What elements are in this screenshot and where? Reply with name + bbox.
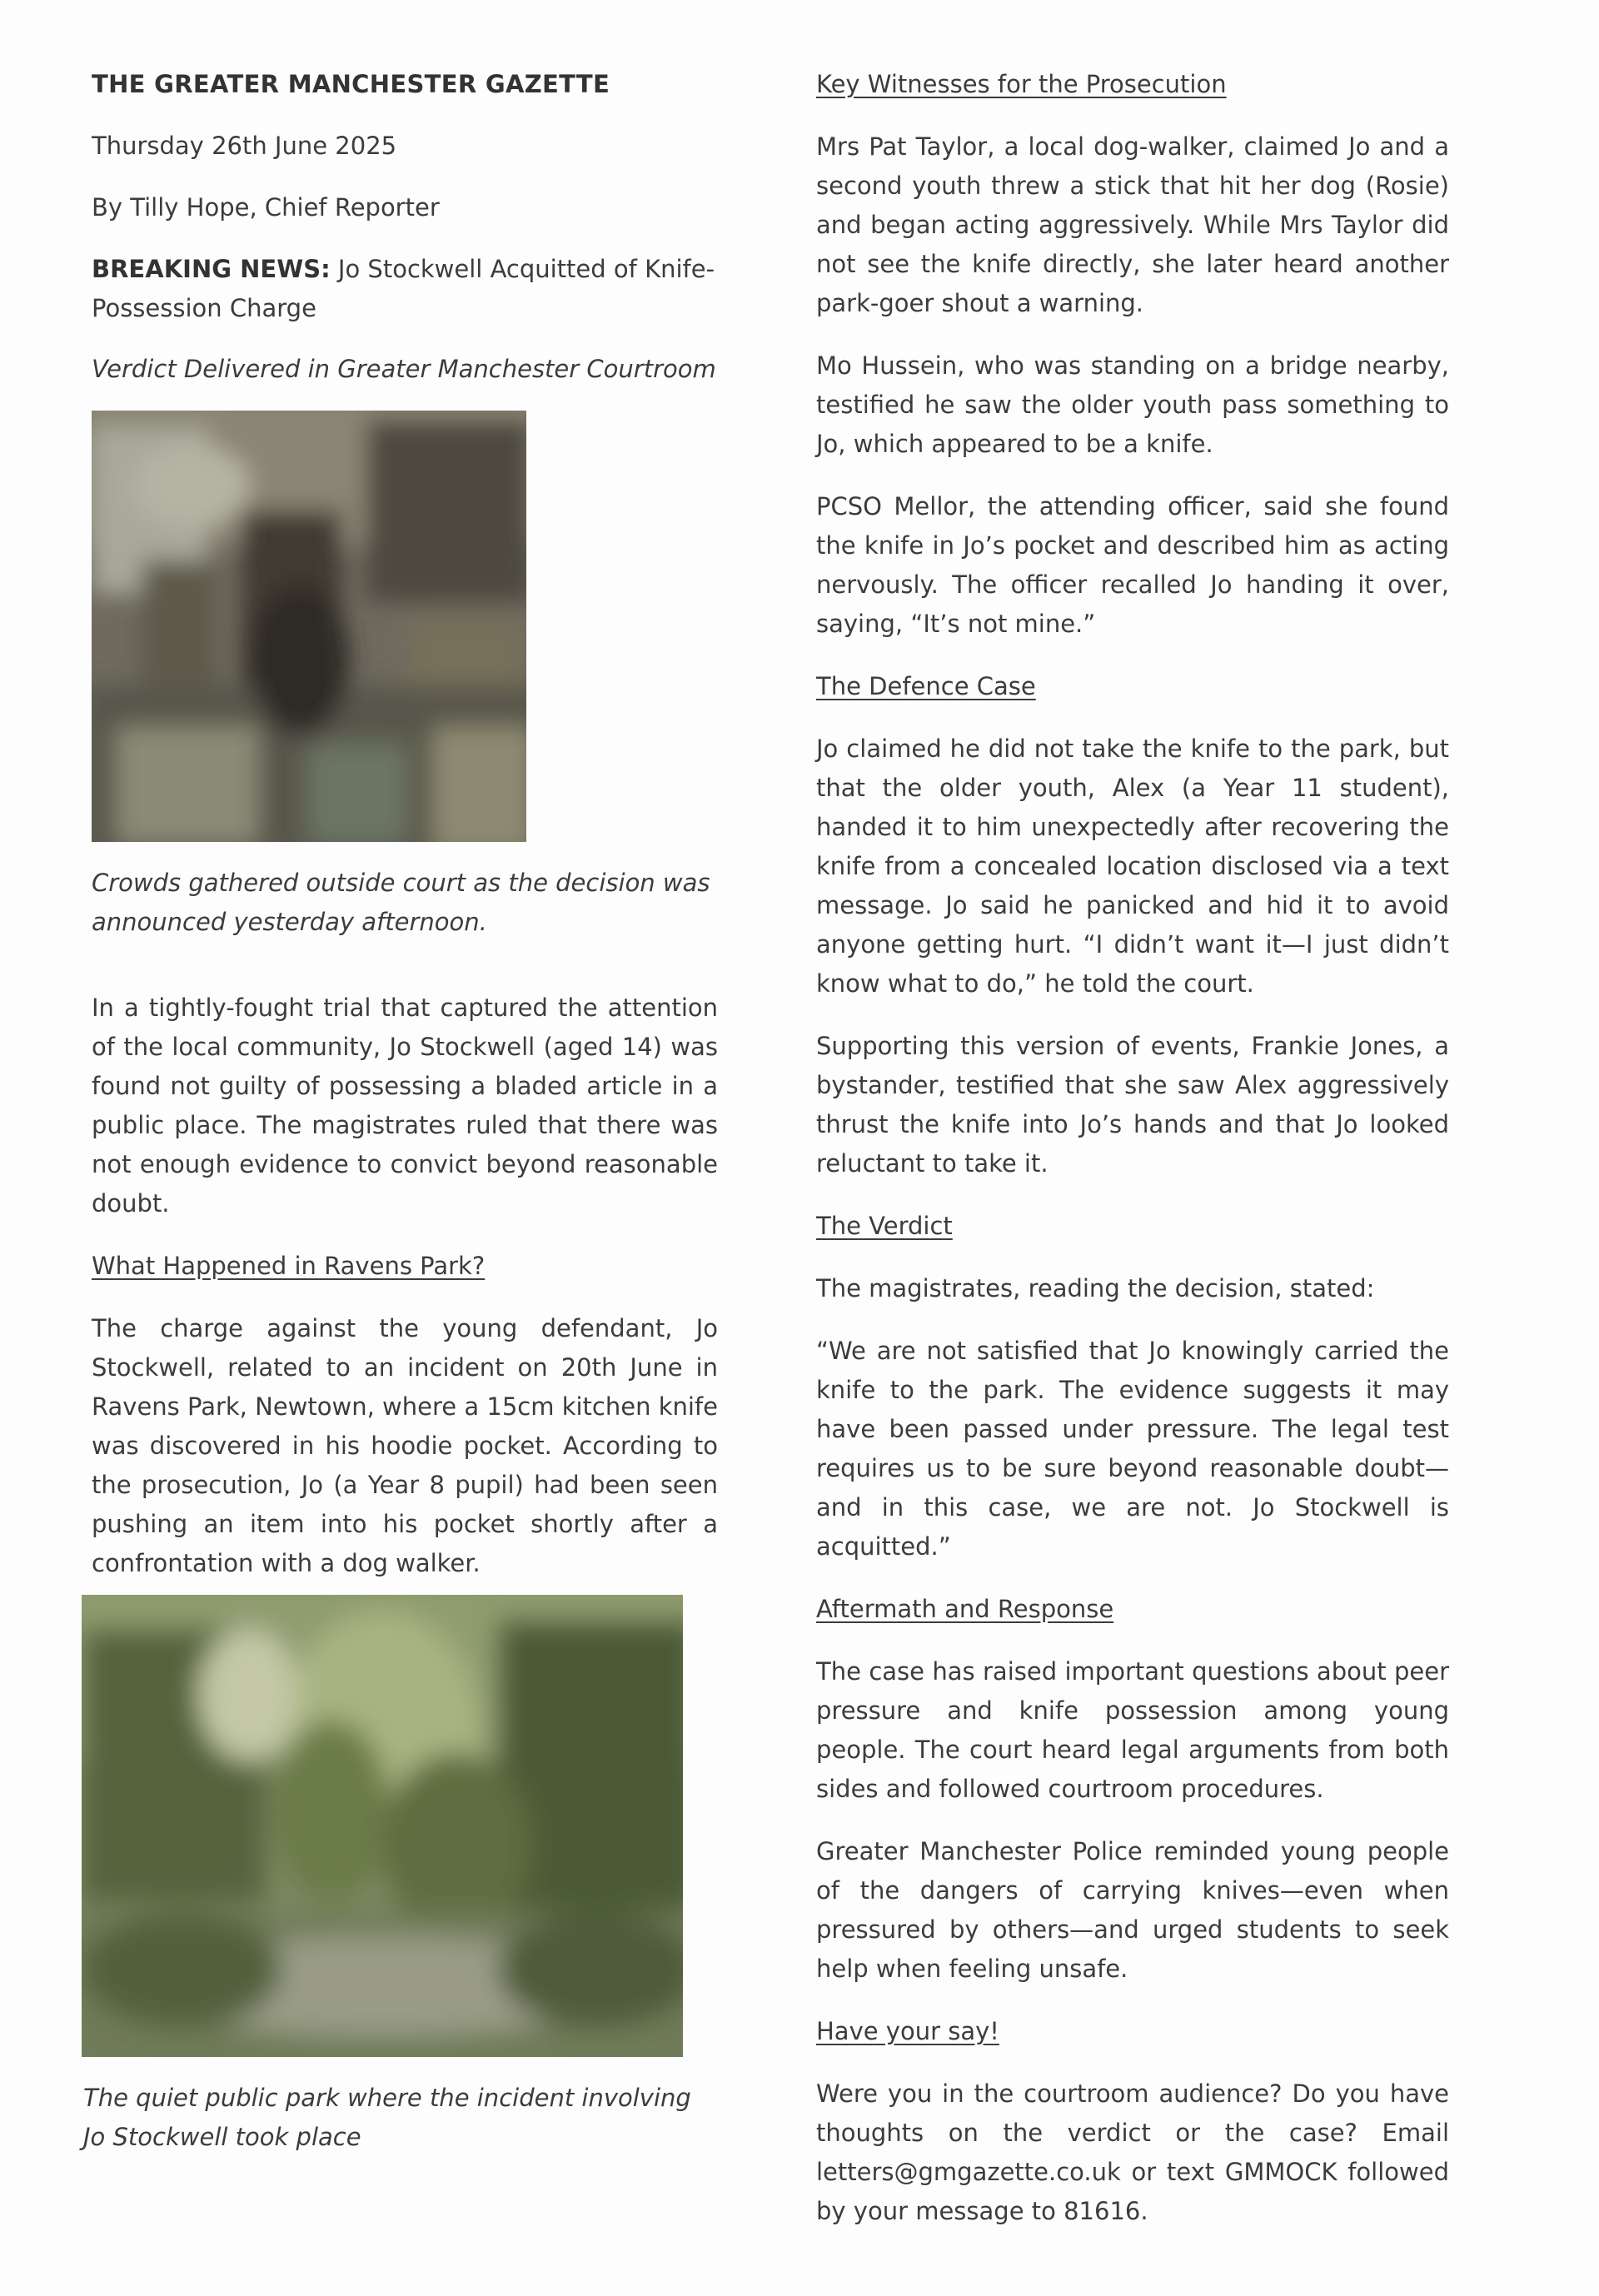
aftermath-paragraph-1: The case has raised important questions about peer pressure and knife possession among young people. The court heard legal arguments from both sides and followed courtroom procedures. bbox=[816, 1657, 1449, 1803]
courthouse-photo bbox=[92, 411, 526, 842]
defence-paragraph-frankie: Supporting this version of events, Frankie Jones, a bystander, testified that she saw Alex aggressively thrust the knife into Jo’s hands and that Jo looked reluctant to take it. bbox=[816, 1032, 1449, 1178]
section-title-defence: The Defence Case bbox=[816, 672, 1036, 700]
image-caption-1: Crowds gathered outside court as the decision was announced yesterday afternoon. bbox=[92, 869, 710, 936]
aftermath-paragraph-2: Greater Manchester Police reminded young people of the dangers of carrying knives—even when pressured by others—and urged students to seek help when feeling unsafe. bbox=[816, 1837, 1449, 1983]
section-title-verdict: The Verdict bbox=[816, 1212, 953, 1240]
courthouse-photo-blurred-icon bbox=[92, 411, 526, 842]
section-title-what-happened: What Happened in Ravens Park? bbox=[92, 1252, 486, 1280]
what-happened-paragraph: The charge against the young defendant, Jo Stockwell, related to an incident on 20th June in Ravens Park, Newtown, where a 15cm kitchen knife was discovered in his hoodie pocket. According to the prosecution, Jo (a Year 8 pupil) had been seen pushing an item into his pocket shortly after a confrontation with a dog walker. bbox=[92, 1314, 718, 1577]
byline: By Tilly Hope, Chief Reporter bbox=[92, 193, 440, 222]
verdict-quote: “We are not satisfied that Jo knowingly carried the knife to the park. The evidence suggests it may have been passed under pressure. The legal test requires us to be sure beyond reasonable doubt—and in this case, we are not. Jo Stockwell is acquitted.” bbox=[816, 1337, 1449, 1561]
have-your-say-paragraph: Were you in the courtroom audience? Do you have thoughts on the verdict or the case? Email letters@gmgazette.co.uk or text GMMOCK followed by your message to 81616. bbox=[816, 2079, 1449, 2225]
masthead: THE GREATER MANCHESTER GAZETTE bbox=[92, 70, 610, 98]
section-title-aftermath: Aftermath and Response bbox=[816, 1595, 1114, 1623]
headline-text: Jo Stockwell Acquitted of Knife-Possession Charge bbox=[92, 255, 715, 322]
witness-paragraph-taylor: Mrs Pat Taylor, a local dog-walker, claimed Jo and a second youth threw a stick that hit her dog (Rosie) and began acting aggressively. While Mrs Taylor did not see the knife directly, she later heard another park-goer shout a warning. bbox=[816, 132, 1449, 317]
verdict-intro: The magistrates, reading the decision, stated: bbox=[816, 1274, 1375, 1302]
publication-date: Thursday 26th June 2025 bbox=[92, 132, 397, 160]
headline bbox=[92, 250, 718, 328]
witness-paragraph-hussein: Mo Hussein, who was standing on a bridge nearby, testified he saw the older youth pass something to Jo, which appeared to be a knife. bbox=[816, 351, 1449, 458]
park-photo bbox=[82, 1595, 683, 2057]
subheadline: Verdict Delivered in Greater Manchester Courtroom bbox=[92, 355, 716, 383]
defence-paragraph-jo: Jo claimed he did not take the knife to the park, but that the older youth, Alex (a Year 11 student), handed it to him unexpectedly after recovering the knife from a concealed location disclosed via a text message. Jo said he panicked and hid it to avoid anyone getting hurt. “I didn’t want it—I just didn’t know what to do,” he told the court. bbox=[816, 735, 1449, 998]
image-caption-2: The quiet public park where the incident involving Jo Stockwell took place bbox=[83, 2084, 691, 2151]
left-column bbox=[83, 65, 718, 2157]
right-column bbox=[816, 65, 1449, 2254]
intro-paragraph: In a tightly-fought trial that captured the attention of the local community, Jo Stockwell (aged 14) was found not guilty of possessing a bladed article in a public place. The magistrates ruled that there was not enough evidence to convict beyond reasonable doubt. bbox=[92, 994, 718, 1218]
section-title-have-your-say: Have your say! bbox=[816, 2017, 999, 2045]
park-photo-blurred-icon bbox=[82, 1595, 683, 2057]
headline-label: BREAKING NEWS: bbox=[92, 255, 331, 283]
section-title-witnesses: Key Witnesses for the Prosecution bbox=[816, 70, 1227, 98]
witness-paragraph-mellor: PCSO Mellor, the attending officer, said she found the knife in Jo’s pocket and described him as acting nervously. The officer recalled Jo handing it over, saying, “It’s not mine.” bbox=[816, 492, 1449, 638]
